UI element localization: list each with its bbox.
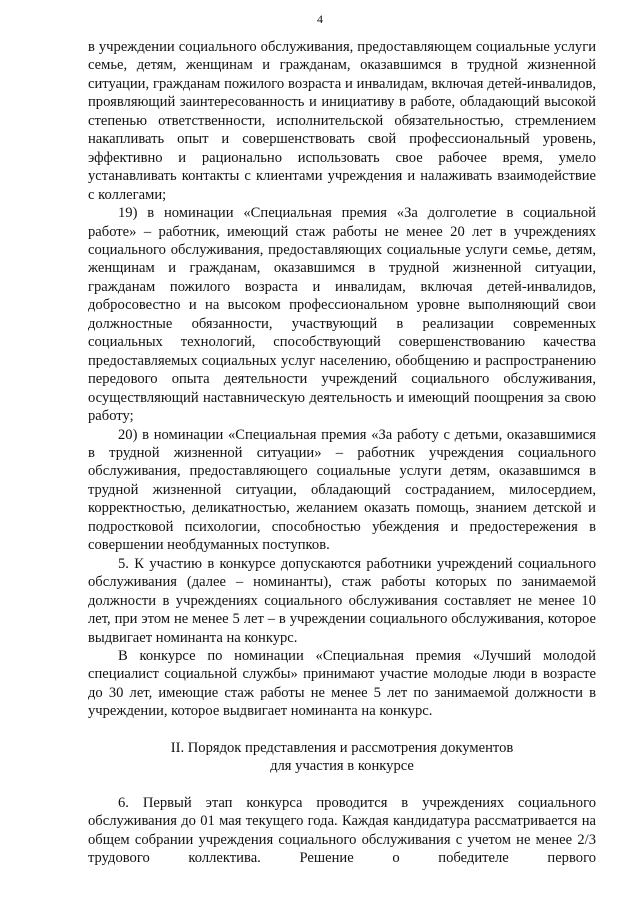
paragraph-item-20: 20) в номинации «Специальная премия «За работу с детьми, оказавшимися в трудной жизненной ситуации» – работник учреждения социального обслуживания, предоставляющего социальные услуги детям, оказавшимся в трудной жизненной ситуации, обладающий состраданием, милосердием, корректностью, деликатностью, желанием оказать помощь, знанием детской и подростковой психологии, способностью убеждения и предостережения в совершении необдуманных поступков. [88, 426, 596, 554]
paragraph-young-specialist: В конкурсе по номинации «Специальная премия «Лучший молодой специалист социальной службы» принимают участие молодые люди в возрасте до 30 лет, имеющие стаж работы не менее 5 лет по занимаемой должности в учреждении, которое выдвигает номинанта на конкурс. [88, 647, 596, 720]
page-number: 4 [317, 12, 323, 26]
paragraph-clause-5: 5. К участию в конкурсе допускаются работники учреждений социального обслуживания (далее – номинанты), стаж работы которых по занимаемой должности в учреждениях социального обслуживания составляет не менее 10 лет, при этом не менее 5 лет – в учреждении социального обслуживания, которое выдвигает номинанта на конкурс. [88, 555, 596, 646]
section-heading [88, 739, 596, 776]
paragraph-intro: в учреждении социального обслуживания, предоставляющем социальные услуги семье, детям, женщинам и гражданам, оказавшимся в трудной жизненной ситуации, гражданам пожилого возраста и инвалидам, включая детей-инвалидов, проявляющий заинтересованность и инициативу в работе, обладающий высокой степенью ответственности, исполнительской обязательностью, стремлением накапливать опыт и совершенствовать свой профессиональный уровень, эффективно и рационально использовать свое рабочее время, умело устанавливать контакты с клиентами учреждения и налаживать взаимодействие с коллегами; [88, 39, 596, 203]
paragraph-item-19: 19) в номинации «Специальная премия «За долголетие в социальной работе» – работник, имеющий стаж работы не менее 20 лет в учреждениях социального обслуживания, предоставляющих социальные услуги семье, детям, женщинам и гражданам, оказавшимся в трудной жизненной ситуации, гражданам пожилого возраста и инвалидам, включая детей-инвалидов, добросовестно и на высоком профессиональном уровне выполняющий свои должностные обязанности, участвующий в реализации современных социальных технологий, способствующий совершенствованию качества предоставляемых социальных услуг населению, обобщению и распространению передового опыта деятельности учреждений социального обслуживания, осуществляющий наставническую деятельность и имеющий поощрения за свою работу; [88, 205, 596, 425]
section-heading-line-1: II. Порядок представления и рассмотрения документов [170, 739, 514, 756]
paragraph-clause-6: 6. Первый этап конкурса проводится в учреждениях социального обслуживания до 01 мая текущего года. Каждая кандидатура рассматривается на общем собрании учреждения социального обслуживания с учетом не менее 2/3 трудового коллектива. Решение о победителе первого [88, 794, 596, 867]
document-body [88, 38, 596, 867]
section-heading-line-2: для участия в конкурсе [270, 758, 414, 775]
